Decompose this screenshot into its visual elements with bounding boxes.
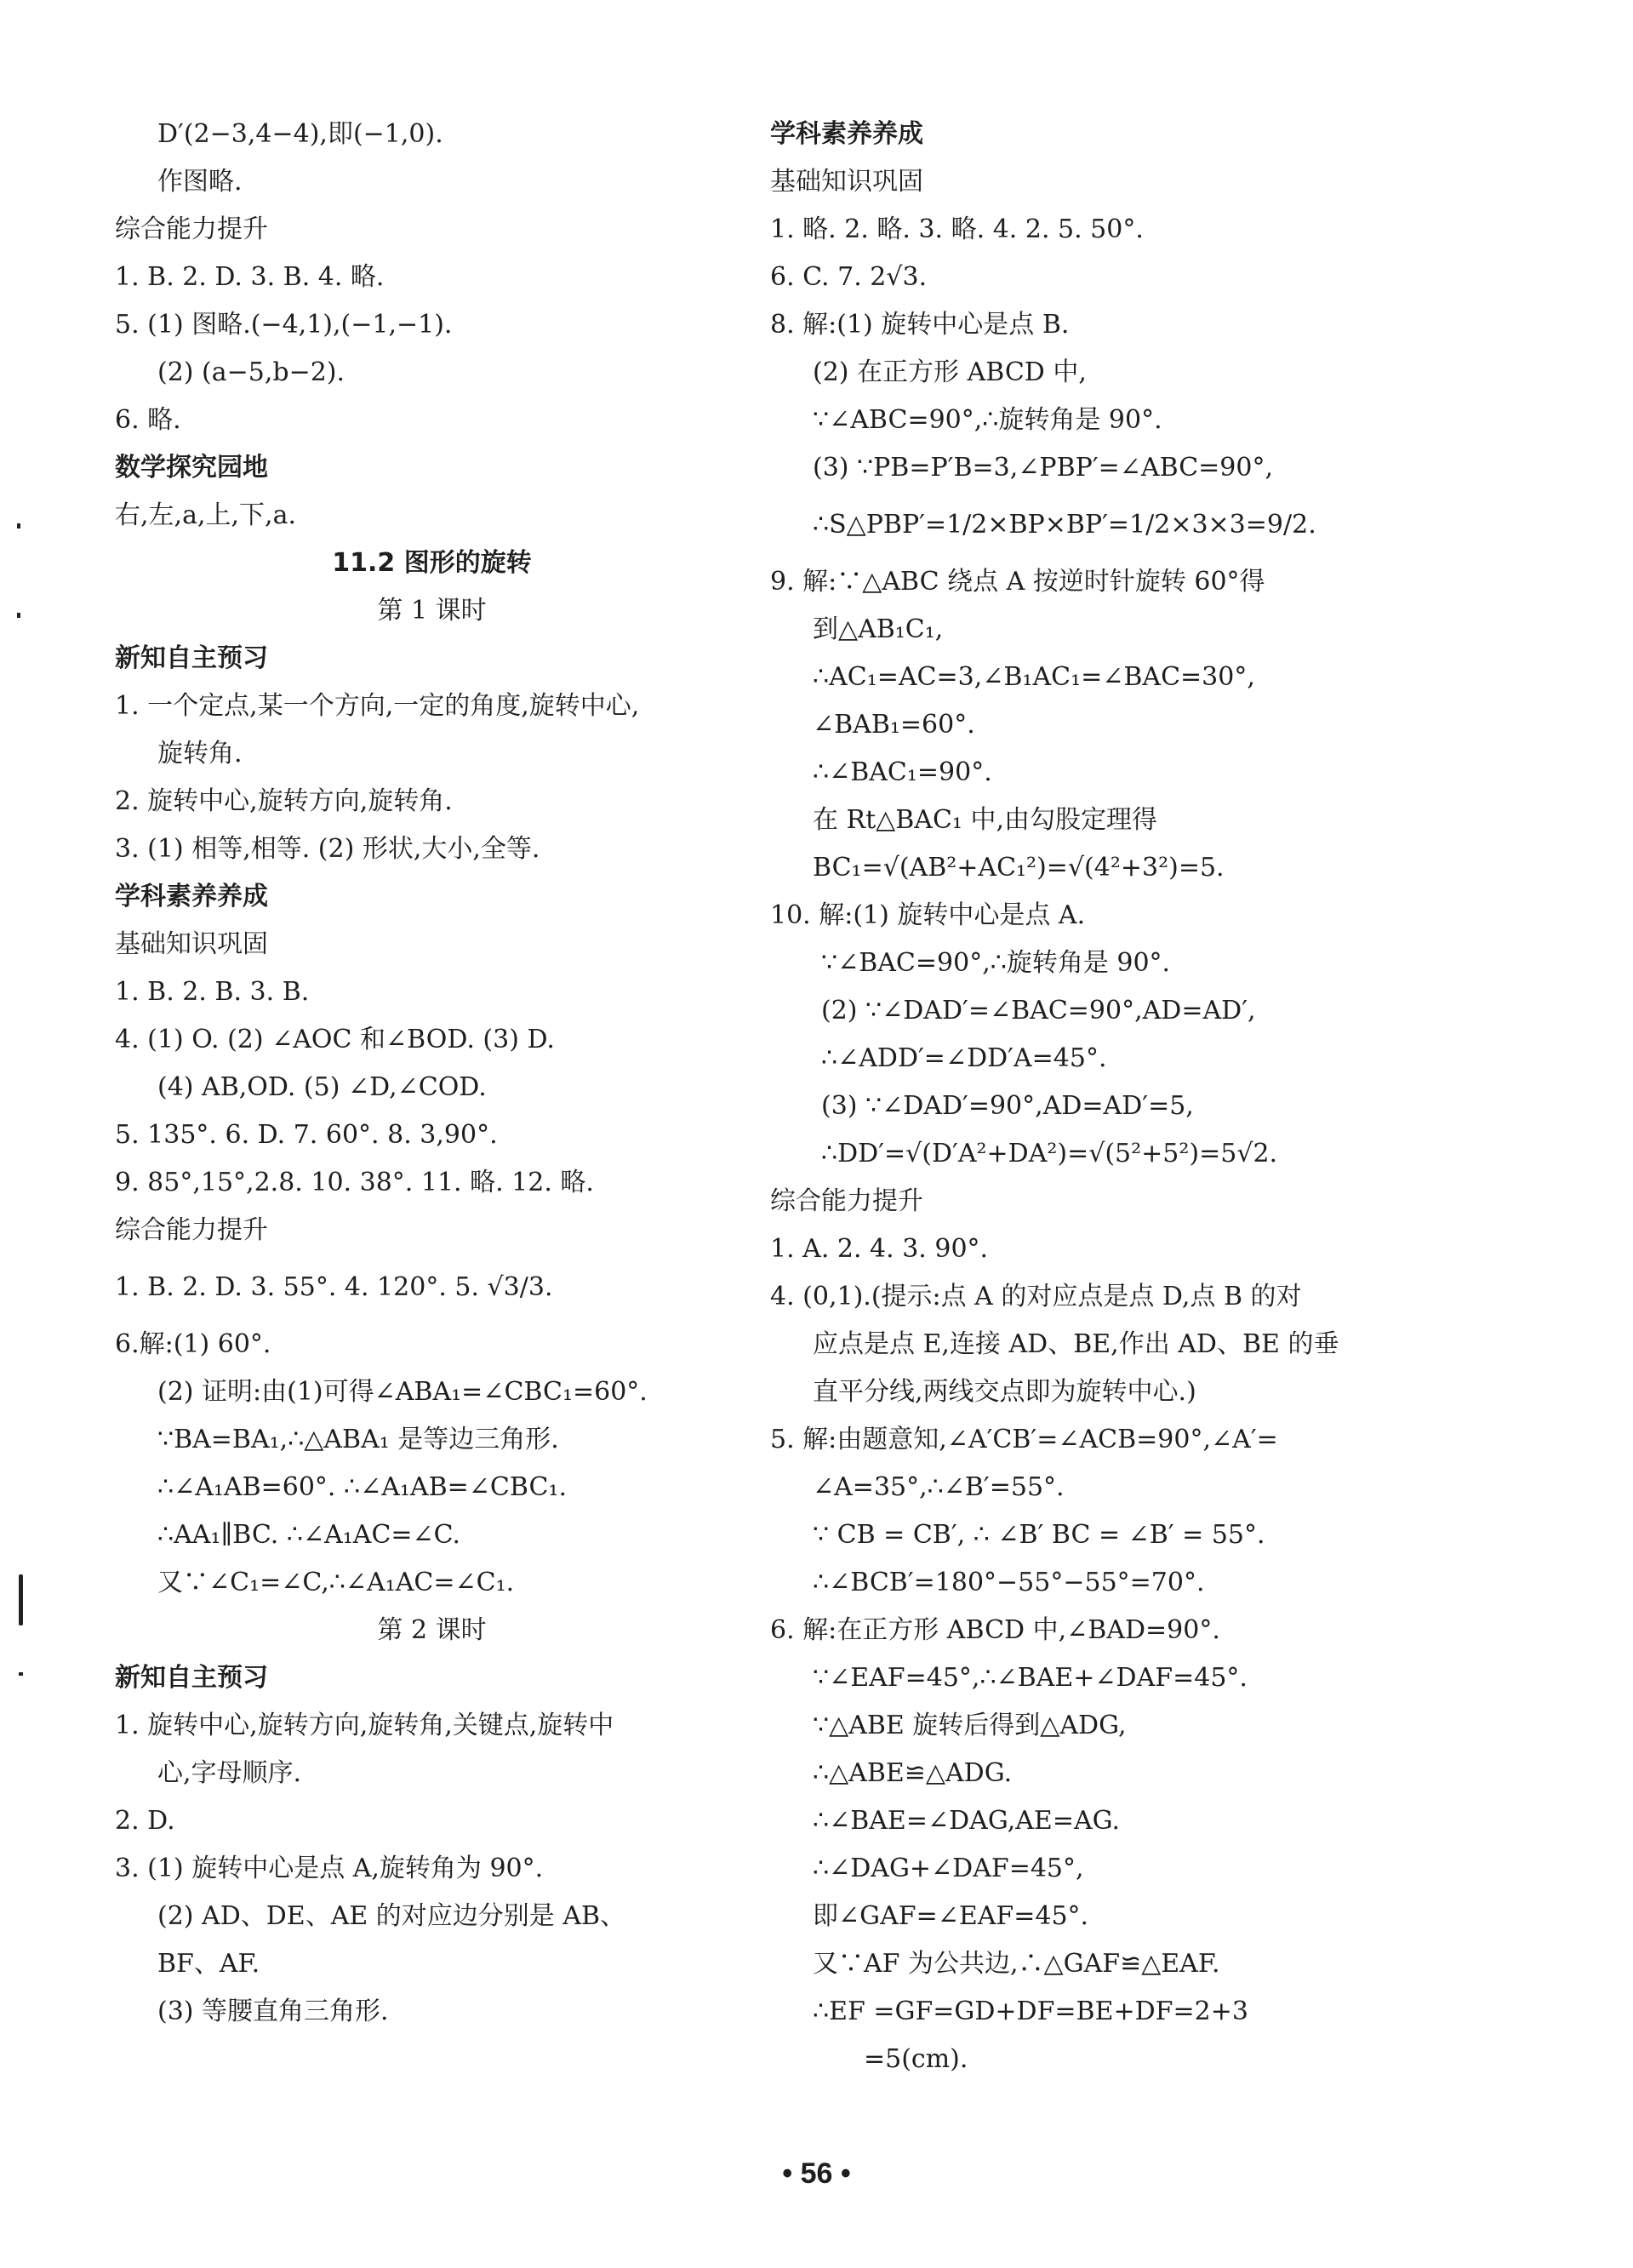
left-column-line: 学科素养养成 bbox=[115, 882, 268, 911]
right-column-line: 到△AB₁C₁, bbox=[813, 614, 944, 644]
left-column-line: BF、AF. bbox=[157, 1949, 260, 1979]
left-column-line: 心,字母顺序. bbox=[157, 1758, 302, 1788]
right-column-line: (3) ∵PB=P′B=3,∠PBP′=∠ABC=90°, bbox=[813, 453, 1273, 483]
right-column-line: (2) 在正方形 ABCD 中, bbox=[813, 357, 1087, 387]
right-column-line: ∴∠BCB′=180°−55°−55°=70°. bbox=[813, 1568, 1205, 1597]
right-column-line: 学科素养养成 bbox=[770, 119, 923, 149]
left-column bbox=[115, 111, 749, 2036]
right-column-line: 6. C. 7. 2√3. bbox=[770, 262, 928, 292]
left-column-line: 6.解:(1) 60°. bbox=[115, 1329, 271, 1359]
left-column-line: 作图略. bbox=[157, 167, 243, 197]
right-column-line: ∴∠ADD′=∠DD′A=45°. bbox=[821, 1043, 1107, 1073]
right-column-line: ∠BAB₁=60°. bbox=[813, 710, 975, 740]
left-column-line: 6. 略. bbox=[115, 405, 181, 435]
right-column-line: =5(cm). bbox=[864, 2044, 968, 2074]
left-column-line: (4) AB,OD. (5) ∠D,∠COD. bbox=[157, 1072, 487, 1102]
scan-mark bbox=[17, 613, 20, 618]
scan-mark bbox=[19, 1672, 23, 1676]
scan-mark bbox=[19, 1574, 23, 1625]
right-column-line: BC₁=√(AB²+AC₁²)=√(4²+3²)=5. bbox=[813, 853, 1225, 883]
left-column-line: 第 2 课时 bbox=[377, 1615, 487, 1645]
left-column-line: (2) (a−5,b−2). bbox=[157, 357, 345, 387]
right-column-line: ∴△ABE≌△ADG. bbox=[813, 1758, 1013, 1788]
left-column-line: 2. 旋转中心,旋转方向,旋转角. bbox=[115, 786, 453, 816]
left-column-line: 4. (1) O. (2) ∠AOC 和∠BOD. (3) D. bbox=[115, 1025, 555, 1054]
right-column-line: 应点是点 E,连接 AD、BE,作出 AD、BE 的垂 bbox=[813, 1329, 1339, 1359]
right-column-line: 综合能力提升 bbox=[770, 1186, 923, 1216]
right-column-line: 即∠GAF=∠EAF=45°. bbox=[813, 1901, 1089, 1931]
right-column-line: 1. A. 2. 4. 3. 90°. bbox=[770, 1234, 989, 1264]
left-column-line: 综合能力提升 bbox=[115, 214, 268, 244]
right-column-line: 4. (0,1).(提示:点 A 的对应点是点 D,点 B 的对 bbox=[770, 1282, 1302, 1311]
left-column-line: 2. D. bbox=[115, 1806, 175, 1836]
left-column-line: ∴∠A₁AB=60°. ∴∠A₁AB=∠CBC₁. bbox=[157, 1472, 567, 1502]
left-column-line: 3. (1) 旋转中心是点 A,旋转角为 90°. bbox=[115, 1854, 544, 1883]
right-column-line: ∴S△PBP′=1/2×BP×BP′=1/2×3×3=9/2. bbox=[813, 510, 1316, 540]
right-column-line: 基础知识巩固 bbox=[770, 167, 923, 197]
left-column-line: 11.2 图形的旋转 bbox=[332, 548, 532, 578]
left-column-line: 9. 85°,15°,2.8. 10. 38°. 11. 略. 12. 略. bbox=[115, 1168, 594, 1197]
left-column-line: 5. 135°. 6. D. 7. 60°. 8. 3,90°. bbox=[115, 1120, 498, 1150]
right-column-line: ∵∠BAC=90°,∴旋转角是 90°. bbox=[821, 948, 1171, 978]
left-column-line: 新知自主预习 bbox=[115, 643, 268, 673]
scan-mark bbox=[17, 523, 20, 528]
left-column-line: 第 1 课时 bbox=[377, 596, 487, 626]
right-column-line: ∴EF =GF=GD+DF=BE+DF=2+3 bbox=[813, 1997, 1248, 2026]
right-column-line: 1. 略. 2. 略. 3. 略. 4. 2. 5. 50°. bbox=[770, 214, 1144, 244]
right-column-line: 8. 解:(1) 旋转中心是点 B. bbox=[770, 310, 1070, 340]
right-column-line: ∵ CB = CB′, ∴ ∠B′ BC = ∠B′ = 55°. bbox=[813, 1520, 1265, 1550]
right-column-line: 5. 解:由题意知,∠A′CB′=∠ACB=90°,∠A′= bbox=[770, 1425, 1278, 1454]
right-column-line: 9. 解:∵△ABC 绕点 A 按逆时针旋转 60°得 bbox=[770, 567, 1265, 597]
left-column-line: 旋转角. bbox=[157, 739, 243, 768]
left-column-line: 基础知识巩固 bbox=[115, 929, 268, 959]
right-column-line: (2) ∵∠DAD′=∠BAC=90°,AD=AD′, bbox=[821, 996, 1256, 1025]
left-column-line: 1. B. 2. D. 3. 55°. 4. 120°. 5. √3/3. bbox=[115, 1272, 553, 1302]
right-column-line: ∴∠DAG+∠DAF=45°, bbox=[813, 1854, 1084, 1883]
left-column-line: 5. (1) 图略.(−4,1),(−1,−1). bbox=[115, 310, 453, 340]
left-column-line: (3) 等腰直角三角形. bbox=[157, 1997, 389, 2026]
right-column-line: ∴∠BAE=∠DAG,AE=AG. bbox=[813, 1806, 1121, 1836]
page-number: • 56 • bbox=[782, 2157, 851, 2190]
right-column-line: 6. 解:在正方形 ABCD 中,∠BAD=90°. bbox=[770, 1615, 1220, 1645]
left-column-line: 综合能力提升 bbox=[115, 1215, 268, 1245]
right-column-line: (3) ∵∠DAD′=90°,AD=AD′=5, bbox=[821, 1091, 1194, 1121]
left-column-line: 数学探究园地 bbox=[115, 453, 268, 483]
left-column-line: 1. 一个定点,某一个方向,一定的角度,旋转中心, bbox=[115, 691, 640, 721]
right-column-line: ∠A=35°,∴∠B′=55°. bbox=[813, 1472, 1065, 1502]
left-column-line: 新知自主预习 bbox=[115, 1663, 268, 1693]
right-column-line: ∵△ABE 旋转后得到△ADG, bbox=[813, 1711, 1127, 1740]
left-column-line: 右,左,a,上,下,a. bbox=[115, 500, 296, 530]
left-column-line: (2) 证明:由(1)可得∠ABA₁=∠CBC₁=60°. bbox=[157, 1377, 648, 1407]
right-column-line: ∵∠ABC=90°,∴旋转角是 90°. bbox=[813, 405, 1162, 435]
right-column-line: ∴DD′=√(D′A²+DA²)=√(5²+5²)=5√2. bbox=[821, 1139, 1278, 1168]
left-column-line: (2) AD、DE、AE 的对应边分别是 AB、 bbox=[157, 1901, 626, 1931]
left-column-line: 又∵∠C₁=∠C,∴∠A₁AC=∠C₁. bbox=[157, 1568, 515, 1597]
right-column-line: 10. 解:(1) 旋转中心是点 A. bbox=[770, 900, 1086, 930]
left-column-line: 1. B. 2. D. 3. B. 4. 略. bbox=[115, 262, 385, 292]
left-column-line: ∵BA=BA₁,∴△ABA₁ 是等边三角形. bbox=[157, 1425, 559, 1454]
right-column-line: 在 Rt△BAC₁ 中,由勾股定理得 bbox=[813, 805, 1158, 835]
left-column-line: D′(2−3,4−4),即(−1,0). bbox=[157, 119, 443, 149]
right-column-line: ∵∠EAF=45°,∴∠BAE+∠DAF=45°. bbox=[813, 1663, 1248, 1693]
left-column-line: 1. 旋转中心,旋转方向,旋转角,关键点,旋转中 bbox=[115, 1711, 614, 1740]
right-column bbox=[770, 111, 1404, 2083]
left-column-line: 1. B. 2. B. 3. B. bbox=[115, 977, 310, 1007]
right-column-line: 直平分线,两线交点即为旋转中心.) bbox=[813, 1377, 1196, 1407]
right-column-line: ∴∠BAC₁=90°. bbox=[813, 757, 992, 787]
left-column-line: ∴AA₁∥BC. ∴∠A₁AC=∠C. bbox=[157, 1520, 461, 1550]
right-column-line: 又∵AF 为公共边,∴△GAF≌△EAF. bbox=[813, 1949, 1220, 1979]
right-column-line: ∴AC₁=AC=3,∠B₁AC₁=∠BAC=30°, bbox=[813, 662, 1255, 692]
left-column-line: 3. (1) 相等,相等. (2) 形状,大小,全等. bbox=[115, 834, 540, 864]
